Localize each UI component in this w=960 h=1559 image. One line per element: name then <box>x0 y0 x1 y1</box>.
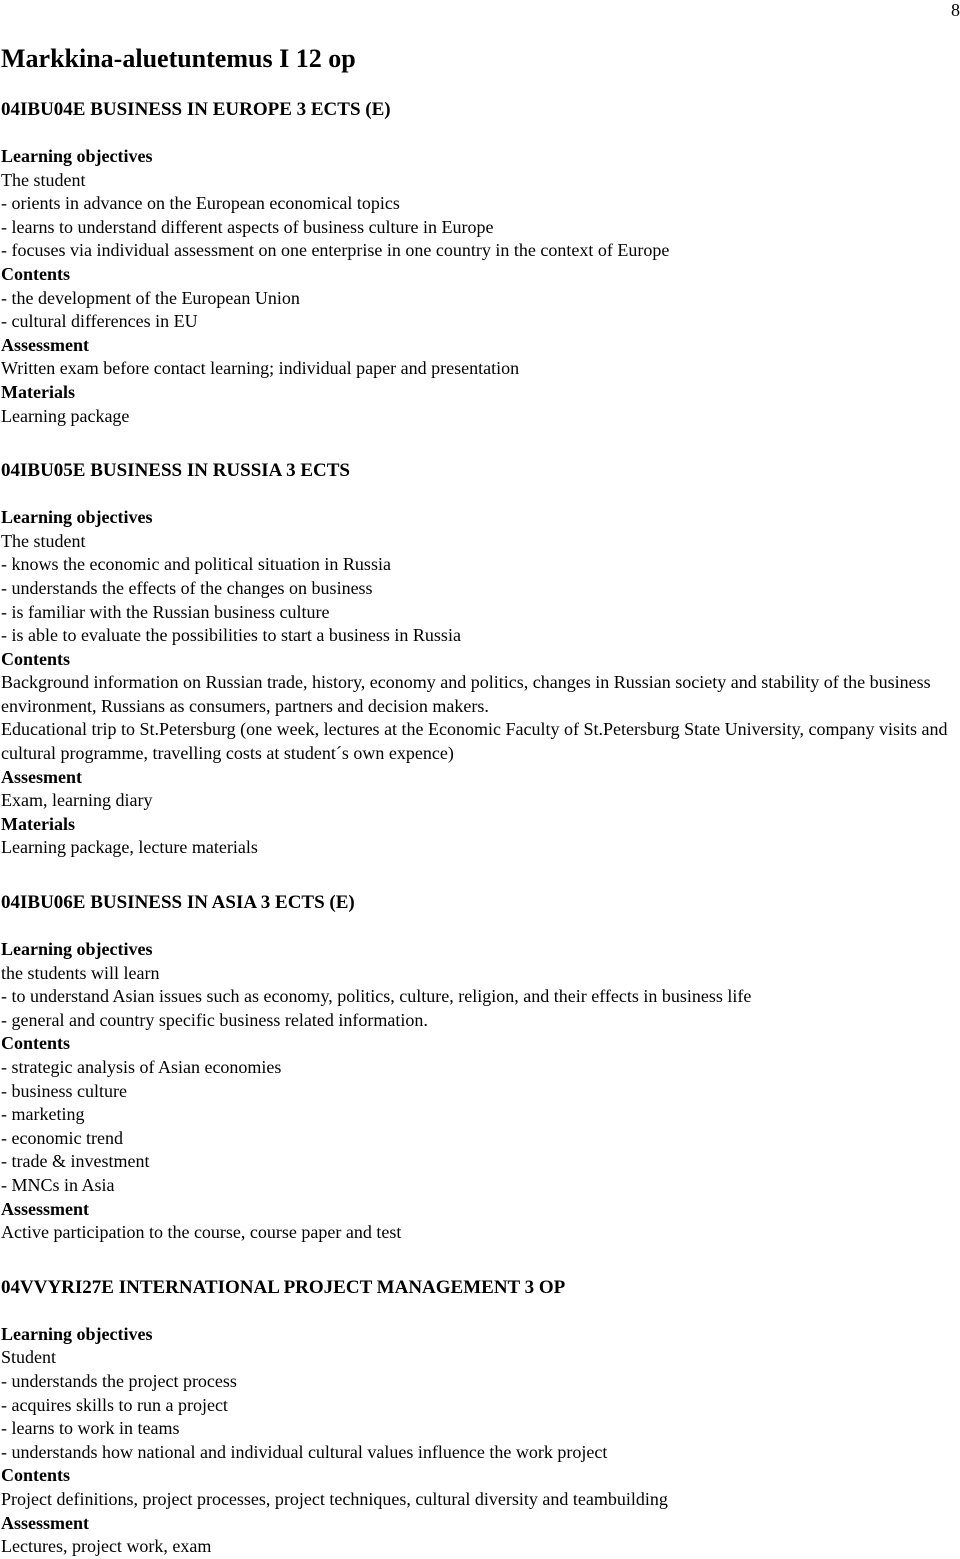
text-line: - knows the economic and political situation in Russia <box>1 554 391 575</box>
section-heading: Contents <box>1 648 71 669</box>
text-line: - focuses via individual assessment on one enterprise in one country in the context of Europe <box>1 240 670 261</box>
text-line: - learns to understand different aspects of business culture in Europe <box>1 216 494 237</box>
text-line: - MNCs in Asia <box>1 1174 115 1195</box>
course-list <box>1 98 959 1559</box>
text-line: - understands the effects of the changes on business <box>1 577 373 598</box>
text-line: - the development of the European Union <box>1 287 300 308</box>
text-line: The student <box>1 169 86 190</box>
text-line: - marketing <box>1 1104 85 1125</box>
text-line: - acquires skills to run a project <box>1 1394 228 1415</box>
text-line: - is familiar with the Russian business culture <box>1 601 330 622</box>
course-block <box>1 1276 959 1559</box>
course-title: 04VVYRI27E INTERNATIONAL PROJECT MANAGEMENT 3 OP <box>1 1276 566 1298</box>
section-heading: Materials <box>1 381 75 402</box>
text-line: - business culture <box>1 1080 127 1101</box>
text-line: - cultural differences in EU <box>1 311 198 332</box>
section-heading: Learning objectives <box>1 939 153 960</box>
section-heading: Learning objectives <box>1 146 153 166</box>
section-heading: Contents <box>1 1465 71 1486</box>
section-heading: Learning objectives <box>1 1323 153 1344</box>
text-line: Student <box>1 1347 57 1368</box>
text-line: Written exam before contact learning; individual paper and presentation <box>1 358 520 379</box>
text-line: Project definitions, project processes, project techniques, cultural diversity and teambuilding <box>1 1488 668 1509</box>
course-title: 04IBU05E BUSINESS IN RUSSIA 3 ECTS <box>1 460 350 482</box>
text-line: - orients in advance on the European economical topics <box>1 193 400 214</box>
text-line: The student <box>1 530 86 551</box>
text-line: Learning package, lecture materials <box>1 837 258 858</box>
text-line: - trade & investment <box>1 1151 150 1172</box>
section-heading: Contents <box>1 1033 71 1054</box>
text-line: the students will learn <box>1 962 160 983</box>
course-block <box>1 98 959 428</box>
course-title: 04IBU06E BUSINESS IN ASIA 3 ECTS (E) <box>1 892 355 914</box>
text-line: - general and country specific business related information. <box>1 1009 428 1030</box>
text-line: - is able to evaluate the possibilities to start a business in Russia <box>1 625 461 646</box>
text-line: - understands the project process <box>1 1370 237 1391</box>
page-number: 8 <box>951 0 960 20</box>
course-block <box>1 459 959 860</box>
section-heading: Assesment <box>1 766 82 787</box>
text-paragraph: Background information on Russian trade, history, economy and politics, changes in Russian society and stability of the business environment, Russians as consumers, partners and decision makers. <box>1 672 931 716</box>
course-title: 04IBU04E BUSINESS IN EUROPE 3 ECTS (E) <box>1 99 391 120</box>
document-body <box>1 42 959 1559</box>
page-title: Markkina-aluetuntemus I 12 op <box>1 44 356 73</box>
text-line: - learns to work in teams <box>1 1418 180 1439</box>
section-heading: Materials <box>1 813 75 834</box>
text-line: Learning package <box>1 405 130 426</box>
section-heading: Assessment <box>1 1512 89 1533</box>
section-heading: Contents <box>1 263 71 284</box>
text-line: - economic trend <box>1 1127 123 1148</box>
text-line: - strategic analysis of Asian economies <box>1 1057 282 1077</box>
text-line: - understands how national and individual cultural values influence the work project <box>1 1441 608 1462</box>
section-heading: Learning objectives <box>1 507 153 528</box>
text-line: Active participation to the course, course paper and test <box>1 1222 402 1243</box>
text-line: - to understand Asian issues such as economy, politics, culture, religion, and their effects in business life <box>1 986 752 1007</box>
section-heading: Assessment <box>1 1198 89 1219</box>
text-paragraph: Educational trip to St.Petersburg (one week, lectures at the Economic Faculty of St.Petersburg State University, company visits and cultural programme, travelling costs at student´s own expence) <box>1 719 948 764</box>
text-line: Lectures, project work, exam <box>1 1536 212 1557</box>
section-heading: Assessment <box>1 334 89 355</box>
course-block <box>1 891 959 1245</box>
text-line: Exam, learning diary <box>1 790 153 811</box>
